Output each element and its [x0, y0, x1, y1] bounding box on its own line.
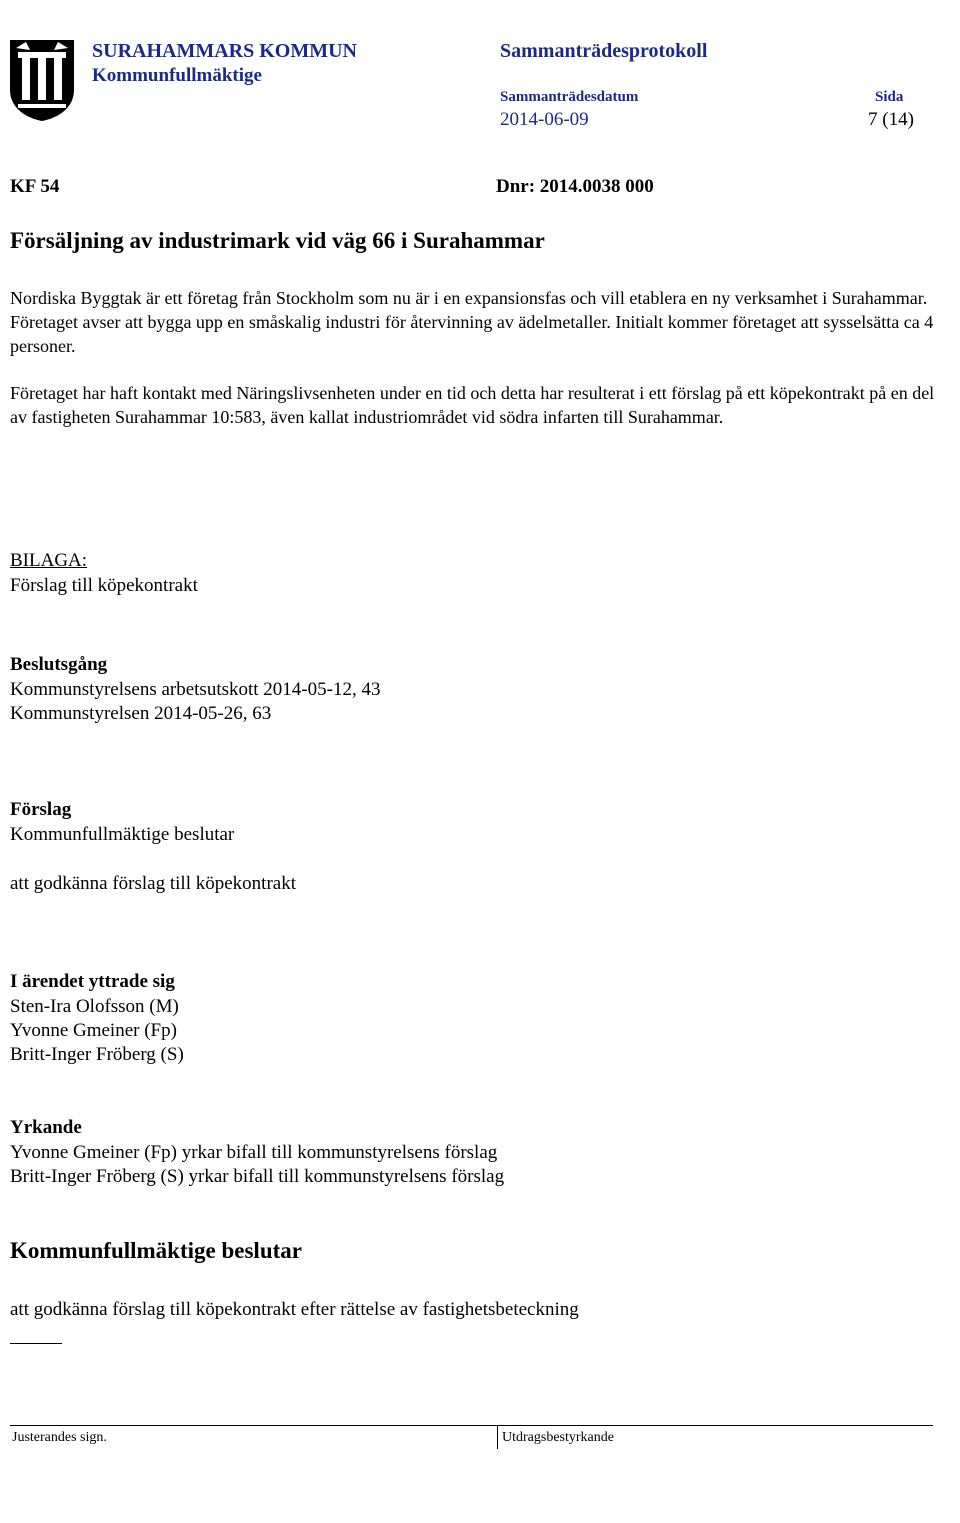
motion-line: Britt-Inger Fröberg (S) yrkar bifall till kommunstyrelsens förslag — [10, 1166, 505, 1187]
meeting-date-label: Sammanträdesdatum — [500, 89, 639, 105]
municipality-coat-of-arms-icon — [8, 38, 76, 122]
decision-process-line: Kommunstyrelsen 2014-05-26, 63 — [10, 703, 272, 724]
speaker-name: Britt-Inger Fröberg (S) — [10, 1044, 184, 1065]
attachment-item: Förslag till köpekontrakt — [10, 575, 198, 596]
motion-line: Yvonne Gmeiner (Fp) yrkar bifall till kommunstyrelsens förslag — [10, 1142, 498, 1163]
short-divider — [10, 1343, 62, 1344]
case-title: Försäljning av industrimark vid väg 66 i Surahammar — [10, 228, 545, 253]
body-paragraph-1: Nordiska Byggtak är ett företag från Stockholm som nu är i en expansionsfas och vill etablera en ny verksamhet i Surahammar. Företaget avser att bygga upp en småskalig industri för återvinning av ädelmetaller. Initialt kommer företaget att sysselsätta ca 4 personer. — [10, 288, 934, 356]
decision-process-line: Kommunstyrelsens arbetsutskott 2014-05-12, 43 — [10, 679, 381, 700]
municipality-name: SURAHAMMARS KOMMUN — [92, 40, 357, 62]
speaker-name: Yvonne Gmeiner (Fp) — [10, 1020, 177, 1041]
speaker-name: Sten-Ira Olofsson (M) — [10, 996, 179, 1017]
proposal-heading: Förslag — [10, 799, 72, 820]
footer-rule — [10, 1425, 933, 1426]
body-paragraph-2: Företaget har haft kontakt med Näringslivsenheten under en tid och detta har resulterat i ett förslag på ett köpekontrakt på en del av fastigheten Surahammar 10:583, även kallat industriområdet vid södra infarten till Surahammar. — [10, 383, 935, 427]
speakers-heading: I ärendet yttrade sig — [10, 971, 175, 992]
meeting-date-value: 2014-06-09 — [500, 109, 589, 130]
decision-process-heading: Beslutsgång — [10, 654, 108, 675]
adjuster-signature-label: Justerandes sign. — [12, 1430, 107, 1445]
motion-heading: Yrkande — [10, 1117, 82, 1138]
page-number: 7 (14) — [868, 109, 914, 130]
page-label: Sida — [875, 89, 904, 105]
decision-heading: Kommunfullmäktige beslutar — [10, 1238, 302, 1263]
extract-certification-label: Utdragsbestyrkande — [502, 1430, 614, 1445]
footer-divider — [497, 1425, 498, 1449]
proposal-line: att godkänna förslag till köpekontrakt — [10, 873, 296, 894]
decision-text: att godkänna förslag till köpekontrakt efter rättelse av fastighetsbeteckning — [10, 1299, 579, 1320]
attachment-label: BILAGA: — [10, 550, 88, 571]
case-number: KF 54 — [10, 176, 60, 197]
protocol-title: Sammanträdesprotokoll — [500, 40, 708, 62]
proposal-line: Kommunfullmäktige beslutar — [10, 824, 235, 845]
diary-number: Dnr: 2014.0038 000 — [496, 176, 654, 197]
council-name: Kommunfullmäktige — [92, 65, 262, 86]
